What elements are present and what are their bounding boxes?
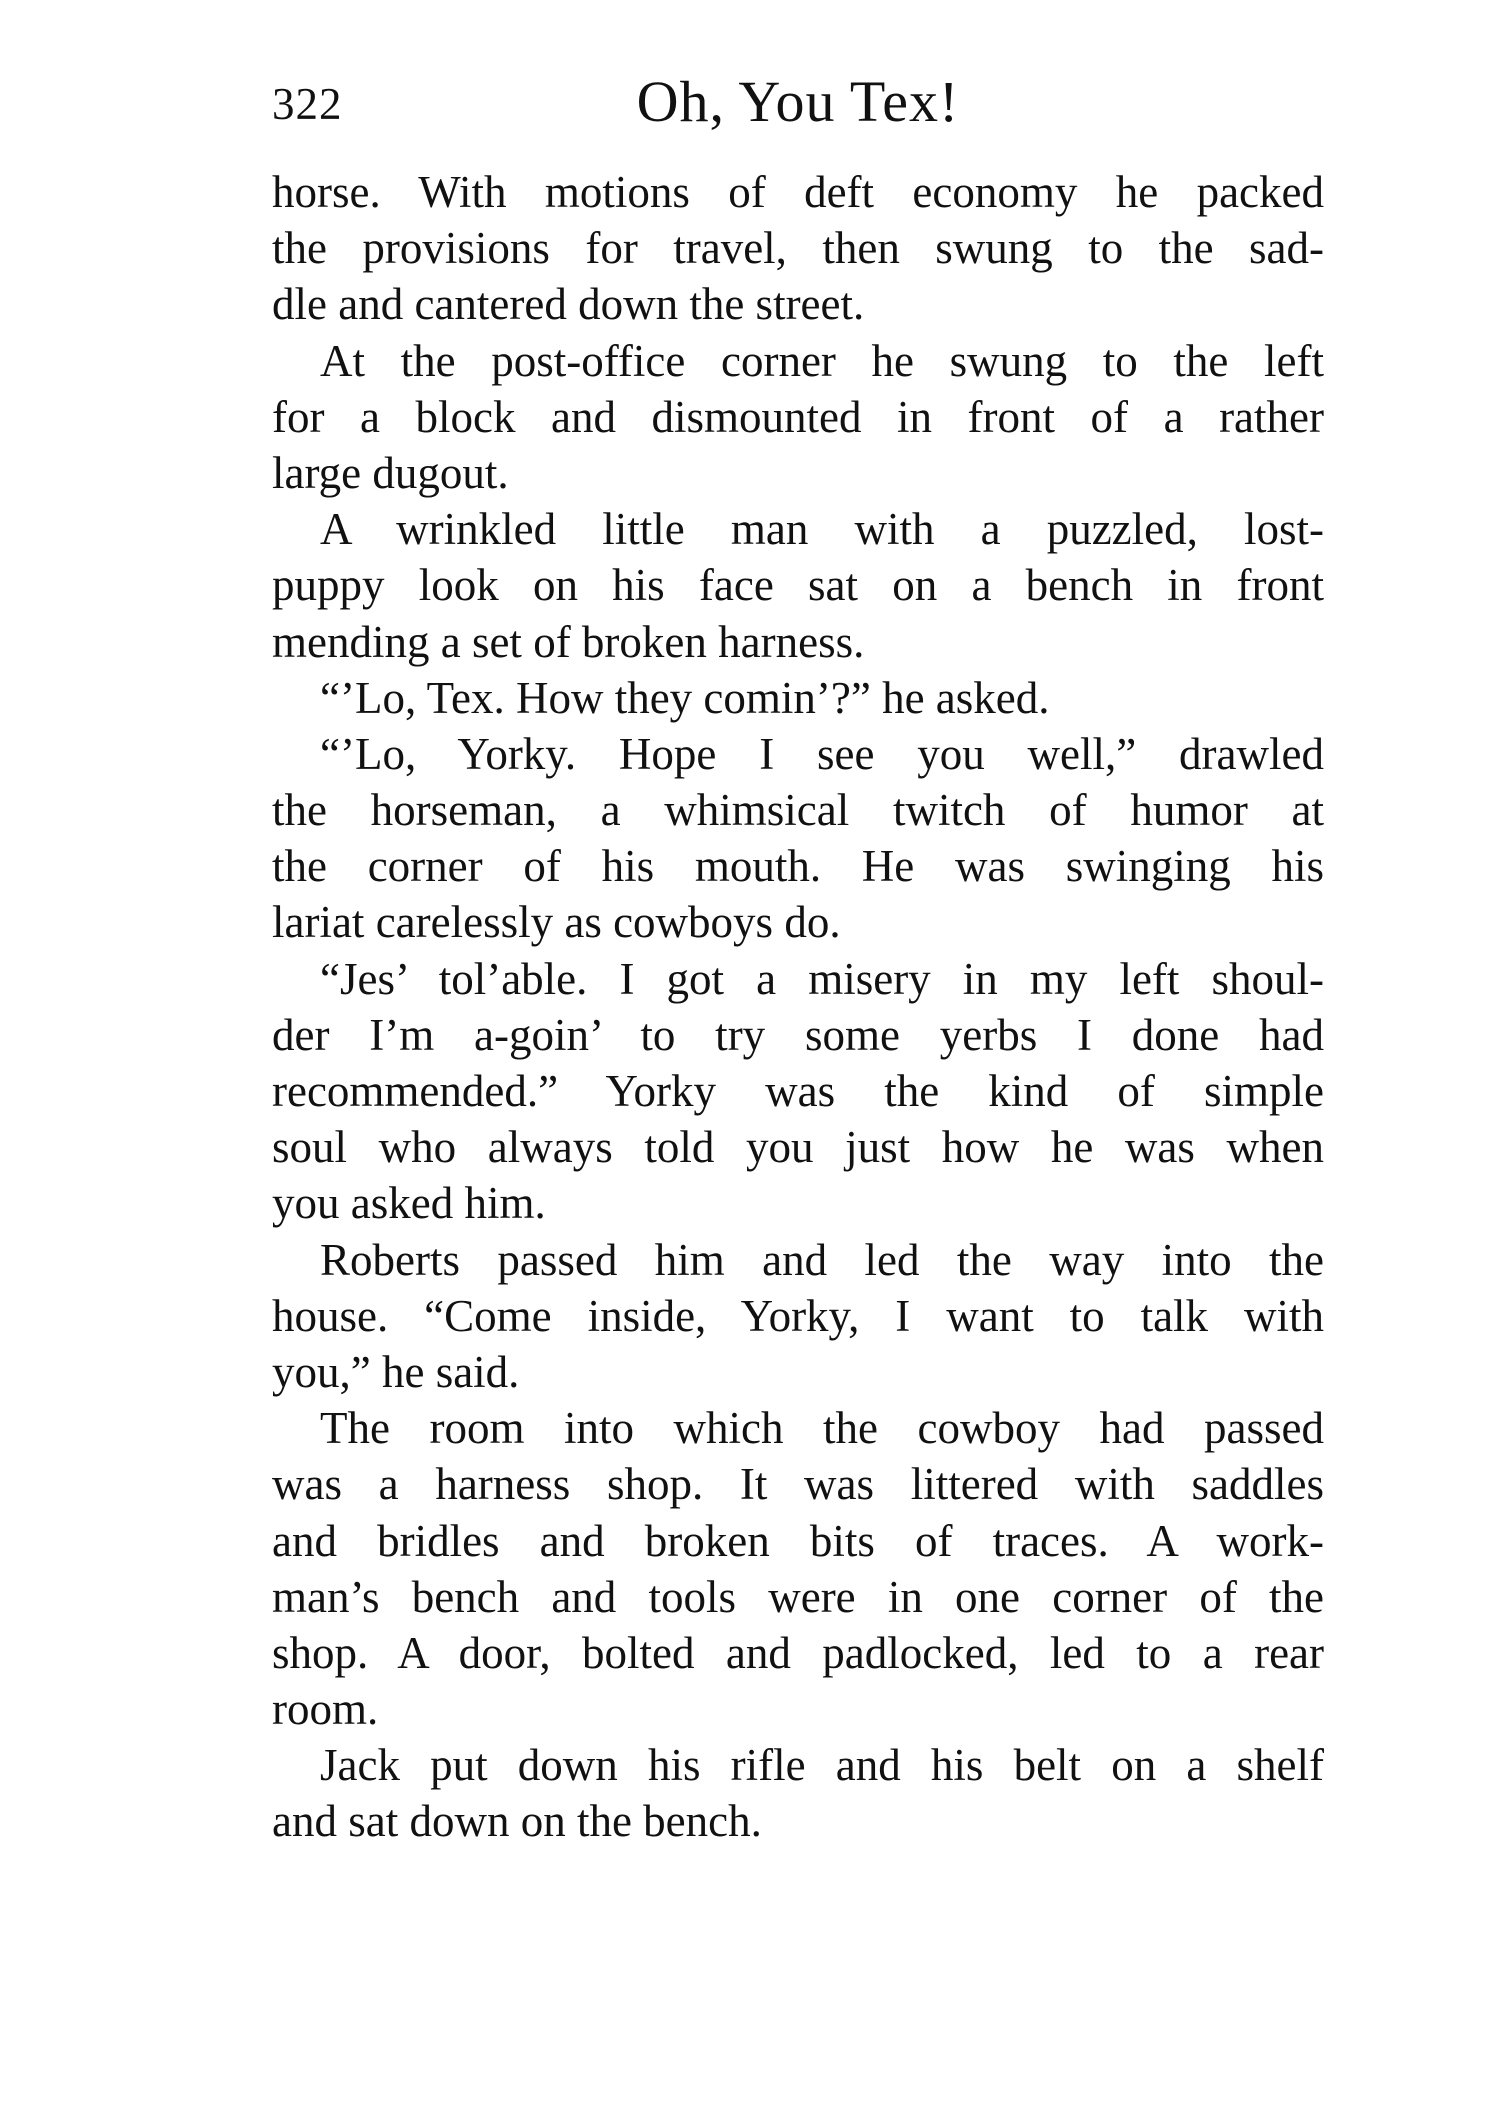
text-line: large dugout. — [272, 447, 509, 498]
text-line: house. “Come inside, Yorky, I want to talk with — [272, 1290, 1324, 1341]
text-line: man’s bench and tools were in one corner of the — [272, 1571, 1324, 1622]
text-line: the provisions for travel, then swung to the sad- — [272, 223, 1324, 274]
text-line: you asked him. — [272, 1178, 546, 1229]
text-line: room. — [272, 1684, 379, 1735]
text-line: horse. With motions of deft economy he packed — [272, 167, 1324, 217]
text-line: der I’m a-goin’ to try some yerbs I done had — [272, 1009, 1324, 1060]
text-line: the horseman, a whimsical twitch of humor at — [272, 785, 1324, 836]
text-line: “’Lo, Yorky. Hope I see you well,” drawled — [320, 728, 1324, 779]
text-line: A wrinkled little man with a puzzled, lost- — [320, 504, 1324, 555]
text-line: The room into which the cowboy had passed — [320, 1403, 1324, 1454]
text-line: “Jes’ tol’able. I got a misery in my left shoul- — [320, 953, 1324, 1004]
running-head — [272, 68, 1324, 148]
body-text — [272, 164, 1324, 1850]
text-line: Roberts passed him and led the way into the — [320, 1234, 1324, 1285]
text-line: At the post-office corner he swung to the left — [320, 335, 1324, 386]
text-line: dle and cantered down the street. — [272, 279, 865, 330]
text-line: “’Lo, Tex. How they comin’?” he asked. — [320, 672, 1050, 723]
running-title: Oh, You Tex! — [636, 69, 960, 134]
page-number: 322 — [272, 79, 343, 129]
text-line: was a harness shop. It was littered with saddles — [272, 1459, 1324, 1510]
text-line: soul who always told you just how he was when — [272, 1122, 1324, 1173]
text-line: Jack put down his rifle and his belt on a shelf — [320, 1740, 1324, 1791]
text-line: for a block and dismounted in front of a rather — [272, 391, 1324, 442]
text-line: and bridles and broken bits of traces. A work- — [272, 1515, 1324, 1566]
text-line: shop. A door, bolted and padlocked, led to a rear — [272, 1627, 1324, 1678]
text-line: lariat carelessly as cowboys do. — [272, 897, 841, 948]
text-line: recommended.” Yorky was the kind of simple — [272, 1066, 1324, 1116]
text-line: and sat down on the bench. — [272, 1796, 762, 1847]
text-line: puppy look on his face sat on a bench in front — [272, 560, 1324, 611]
text-line: the corner of his mouth. He was swinging his — [272, 841, 1324, 892]
text-line: you,” he said. — [272, 1346, 520, 1397]
text-line: mending a set of broken harness. — [272, 616, 865, 667]
